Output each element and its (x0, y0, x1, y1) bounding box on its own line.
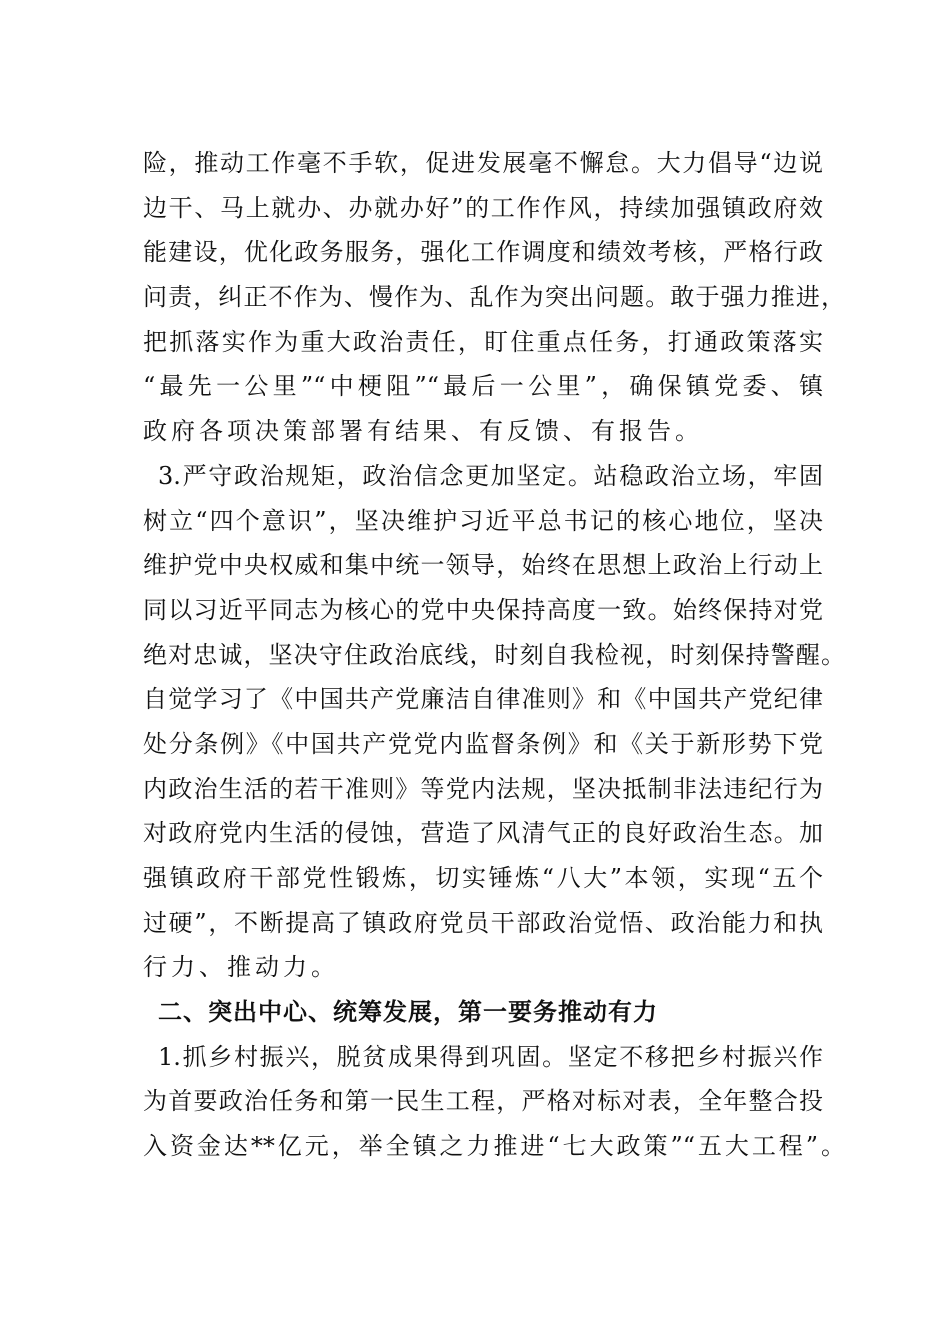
text-line: 把抓落实作为重大政治责任，盯住重点任务，打通政策落实 (143, 327, 823, 356)
paragraph-start-line: 1.抓乡村振兴，脱贫成果得到巩固。坚定不移把乡村振兴作 (158, 1042, 823, 1071)
text-line: 自觉学习了《中国共产党廉洁自律准则》和《中国共产党纪律 (143, 685, 823, 714)
text-line: 过硬”，不断提高了镇政府党员干部政治觉悟、政治能力和执 (143, 908, 823, 937)
text-line: 边干、马上就办、办就办好”的工作作风，持续加强镇政府效 (143, 193, 823, 222)
text-line: 入资金达**亿元，举全镇之力推进“七大政策”“五大工程”。 (143, 1132, 845, 1161)
text-line: 为首要政治任务和第一民生工程，严格对标对表，全年整合投 (143, 1087, 823, 1116)
text-line: 政府各项决策部署有结果、有反馈、有报告。 (143, 417, 703, 446)
text-line: 处分条例》《中国共产党党内监督条例》和《关于新形势下党 (143, 729, 823, 758)
text-line: 行力、推动力。 (143, 953, 339, 982)
text-line: 同以习近平同志为核心的党中央保持高度一致。始终保持对党 (143, 595, 823, 624)
text-line: 树立“四个意识”，坚决维护习近平总书记的核心地位，坚决 (143, 506, 823, 535)
text-line: 维护党中央权威和集中统一领导，始终在思想上政治上行动上 (143, 551, 823, 580)
text-line: 绝对忠诚，坚决守住政治底线，时刻自我检视，时刻保持警醒。 (143, 640, 845, 669)
document-page (143, 146, 845, 1174)
text-line: 能建设，优化政务服务，强化工作调度和绩效考核，严格行政 (143, 238, 823, 267)
text-line: 强镇政府干部党性锻炼，切实锤炼“八大”本领，实现“五个 (143, 864, 823, 892)
section-heading: 二、突出中心、统筹发展，第一要务推动有力 (158, 998, 658, 1027)
text-line: 对政府党内生活的侵蚀，营造了风清气正的良好政治生态。加 (143, 819, 823, 848)
text-line: 险，推动工作毫不手软，促进发展毫不懈怠。大力倡导“边说 (143, 149, 823, 177)
text-line: 问责，纠正不作为、慢作为、乱作为突出问题。敢于强力推进， (143, 283, 845, 312)
paragraph-start-line: 3.严守政治规矩，政治信念更加坚定。站稳政治立场，牢固 (158, 461, 823, 490)
text-line: 内政治生活的若干准则》等党内法规，坚决抵制非法违纪行为 (143, 774, 823, 803)
text-line: “最先一公里”“中梗阻”“最后一公里”，确保镇党委、镇 (143, 372, 823, 401)
